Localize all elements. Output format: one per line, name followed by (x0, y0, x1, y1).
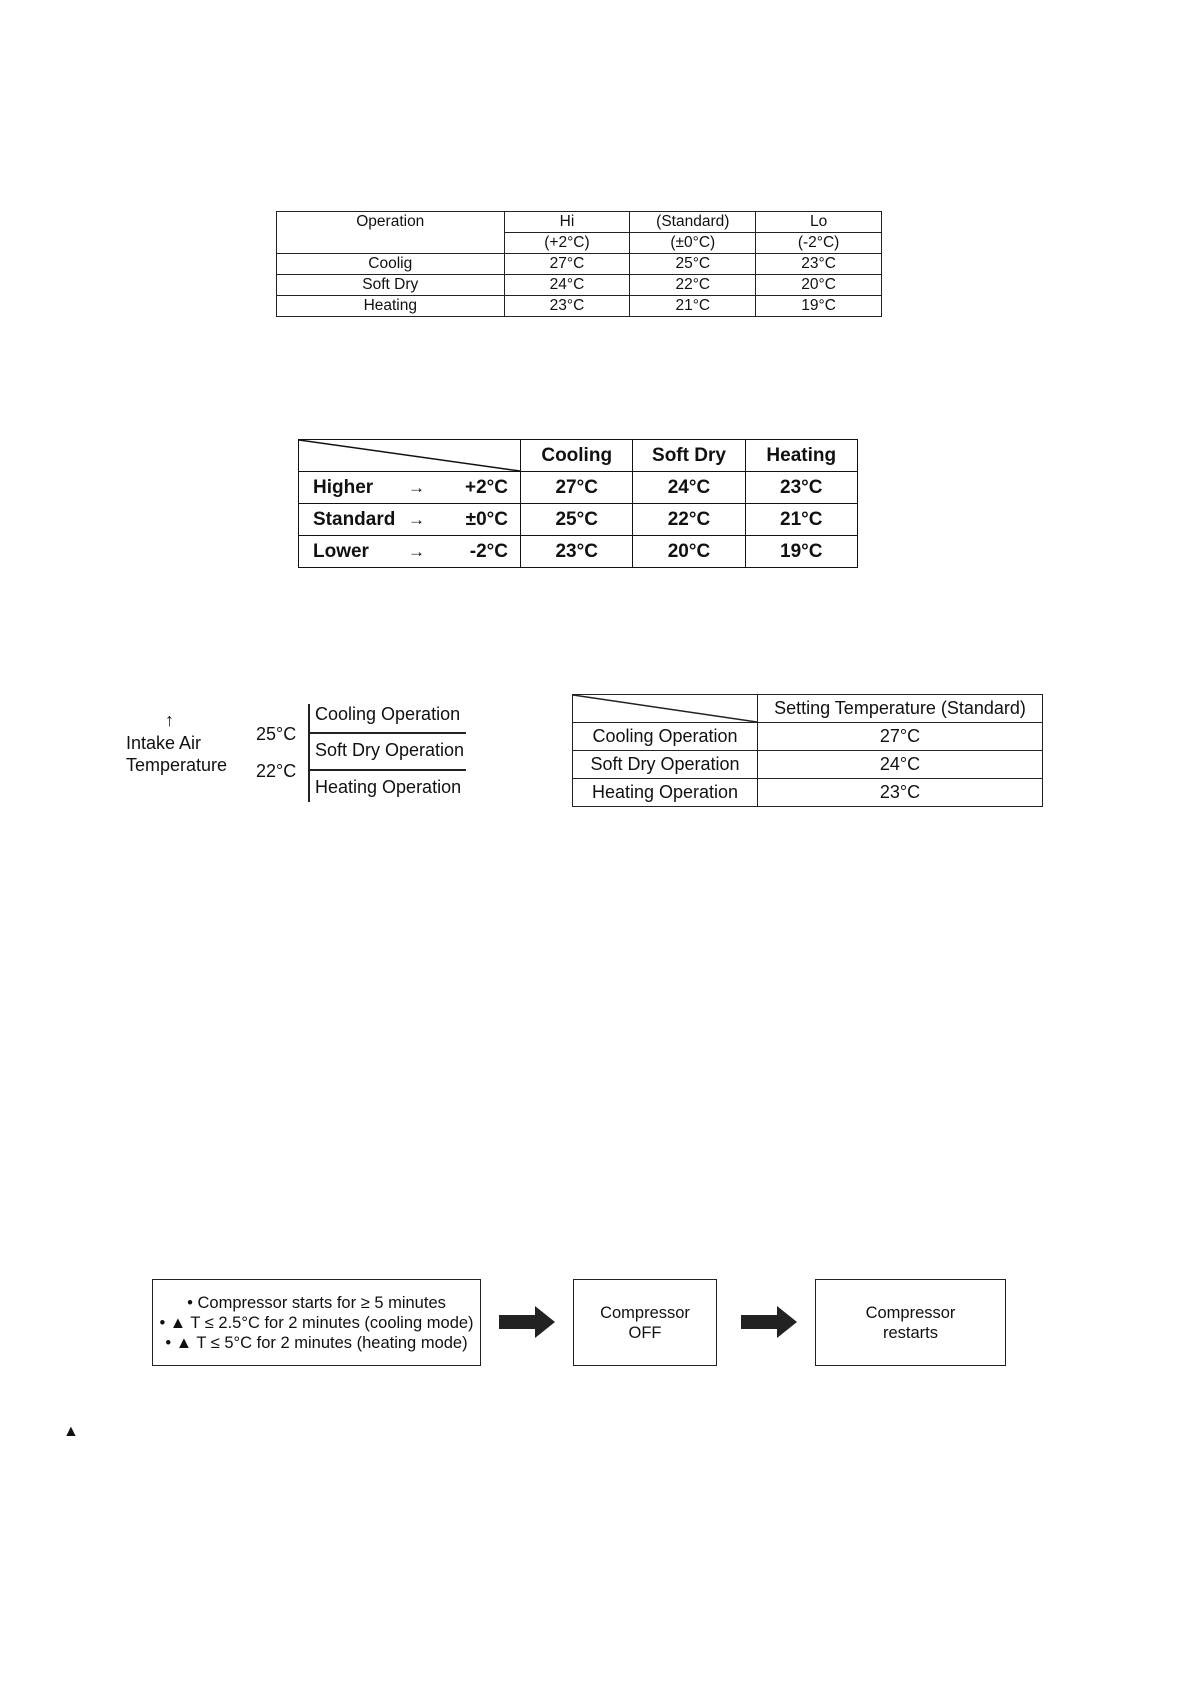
cell-value: 27°C (520, 472, 632, 504)
cell-value: 23°C (756, 254, 882, 275)
table-row (277, 254, 882, 275)
hi-offset: (+2°C) (504, 233, 630, 254)
row-header (299, 504, 521, 536)
intake-label-line2: Temperature (126, 755, 228, 775)
arrow-right-icon: → (408, 509, 425, 529)
row-label: Heating Operation (573, 779, 758, 807)
lo-header: Lo (756, 212, 882, 233)
step-line: OFF (628, 1323, 662, 1342)
condition-line: • ▲ T ≤ 5°C for 2 minutes (heating mode) (165, 1333, 468, 1352)
cell-value: 21°C (630, 296, 756, 317)
compressor-restarts-box (815, 1279, 1006, 1366)
cell-value: 22°C (633, 504, 745, 536)
cell-value: 23°C (520, 536, 632, 568)
row-header (299, 536, 521, 568)
corner-cell (299, 440, 521, 472)
cell-value: 23°C (745, 472, 857, 504)
arrow-up-icon: ↑ (165, 710, 174, 730)
table-row (299, 472, 858, 504)
table-row (299, 504, 858, 536)
arrow-right-icon: → (408, 477, 425, 497)
cell-value: 23°C (504, 296, 630, 317)
soft-dry-header: Soft Dry (633, 440, 745, 472)
cell-value: 19°C (756, 296, 882, 317)
row-offset: ±0°C (465, 508, 508, 530)
band-heating: Heating Operation (315, 777, 462, 797)
table-row (573, 779, 1043, 807)
row-label: Cooling Operation (573, 723, 758, 751)
lo-offset: (-2°C) (756, 233, 882, 254)
step-line: Compressor (600, 1303, 690, 1322)
threshold-low: 22°C (256, 761, 297, 781)
mode-setting-table (298, 439, 858, 568)
hi-header: Hi (504, 212, 630, 233)
table-row (573, 751, 1043, 779)
cell-value: 25°C (630, 254, 756, 275)
cell-value: 27°C (504, 254, 630, 275)
scale-line (308, 704, 310, 802)
row-label: Higher (313, 476, 374, 498)
standard-header: (Standard) (630, 212, 756, 233)
condition-line: • Compressor starts for ≥ 5 minutes (187, 1293, 446, 1312)
row-label: Standard (313, 508, 396, 530)
threshold-high: 25°C (256, 724, 297, 744)
cell-value: 19°C (745, 536, 857, 568)
corner-cell (573, 695, 758, 723)
row-label: Coolig (277, 254, 505, 275)
cell-value: 24°C (504, 275, 630, 296)
table-row (277, 275, 882, 296)
triangle-icon: ▲ (63, 1423, 79, 1440)
table-row (573, 723, 1043, 751)
diagonal-line (573, 695, 757, 722)
row-label: Heating (277, 296, 505, 317)
arrow-right-icon (741, 1306, 797, 1338)
arrow-right-icon: → (408, 541, 425, 561)
cell-value: 22°C (630, 275, 756, 296)
row-header (299, 472, 521, 504)
intake-label-line1: Intake Air (126, 733, 202, 753)
row-label: Lower (313, 540, 369, 562)
compressor-conditions-box (152, 1279, 481, 1366)
step-line: Compressor (865, 1303, 956, 1322)
arrow-right-icon (499, 1306, 555, 1338)
setting-temperature-table (572, 694, 1043, 807)
compressor-off-box (573, 1279, 717, 1366)
cell-value: 20°C (633, 536, 745, 568)
condition-line: • ▲ T ≤ 2.5°C for 2 minutes (cooling mode) (159, 1313, 474, 1332)
row-offset: -2°C (469, 540, 508, 562)
cell-value: 20°C (756, 275, 882, 296)
cell-value: 25°C (520, 504, 632, 536)
divider (308, 732, 466, 734)
table-row (299, 536, 858, 568)
table-row (277, 296, 882, 317)
band-soft-dry: Soft Dry Operation (315, 740, 465, 760)
heating-header: Heating (745, 440, 857, 472)
standard-offset: (±0°C) (630, 233, 756, 254)
cell-value: 27°C (758, 723, 1043, 751)
cell-value: 24°C (758, 751, 1043, 779)
row-label: Soft Dry Operation (573, 751, 758, 779)
cell-value: 21°C (745, 504, 857, 536)
temperature-offset-table (276, 211, 882, 317)
band-cooling: Cooling Operation (315, 704, 461, 724)
cell-value: 23°C (758, 779, 1043, 807)
setting-temperature-header: Setting Temperature (Standard) (758, 695, 1043, 723)
row-offset: +2°C (464, 476, 508, 498)
cooling-header: Cooling (520, 440, 632, 472)
cell-value: 24°C (633, 472, 745, 504)
step-line: restarts (882, 1323, 938, 1342)
divider (308, 769, 466, 771)
operation-header: Operation (277, 212, 505, 254)
row-label: Soft Dry (277, 275, 505, 296)
diagonal-line (299, 440, 520, 471)
